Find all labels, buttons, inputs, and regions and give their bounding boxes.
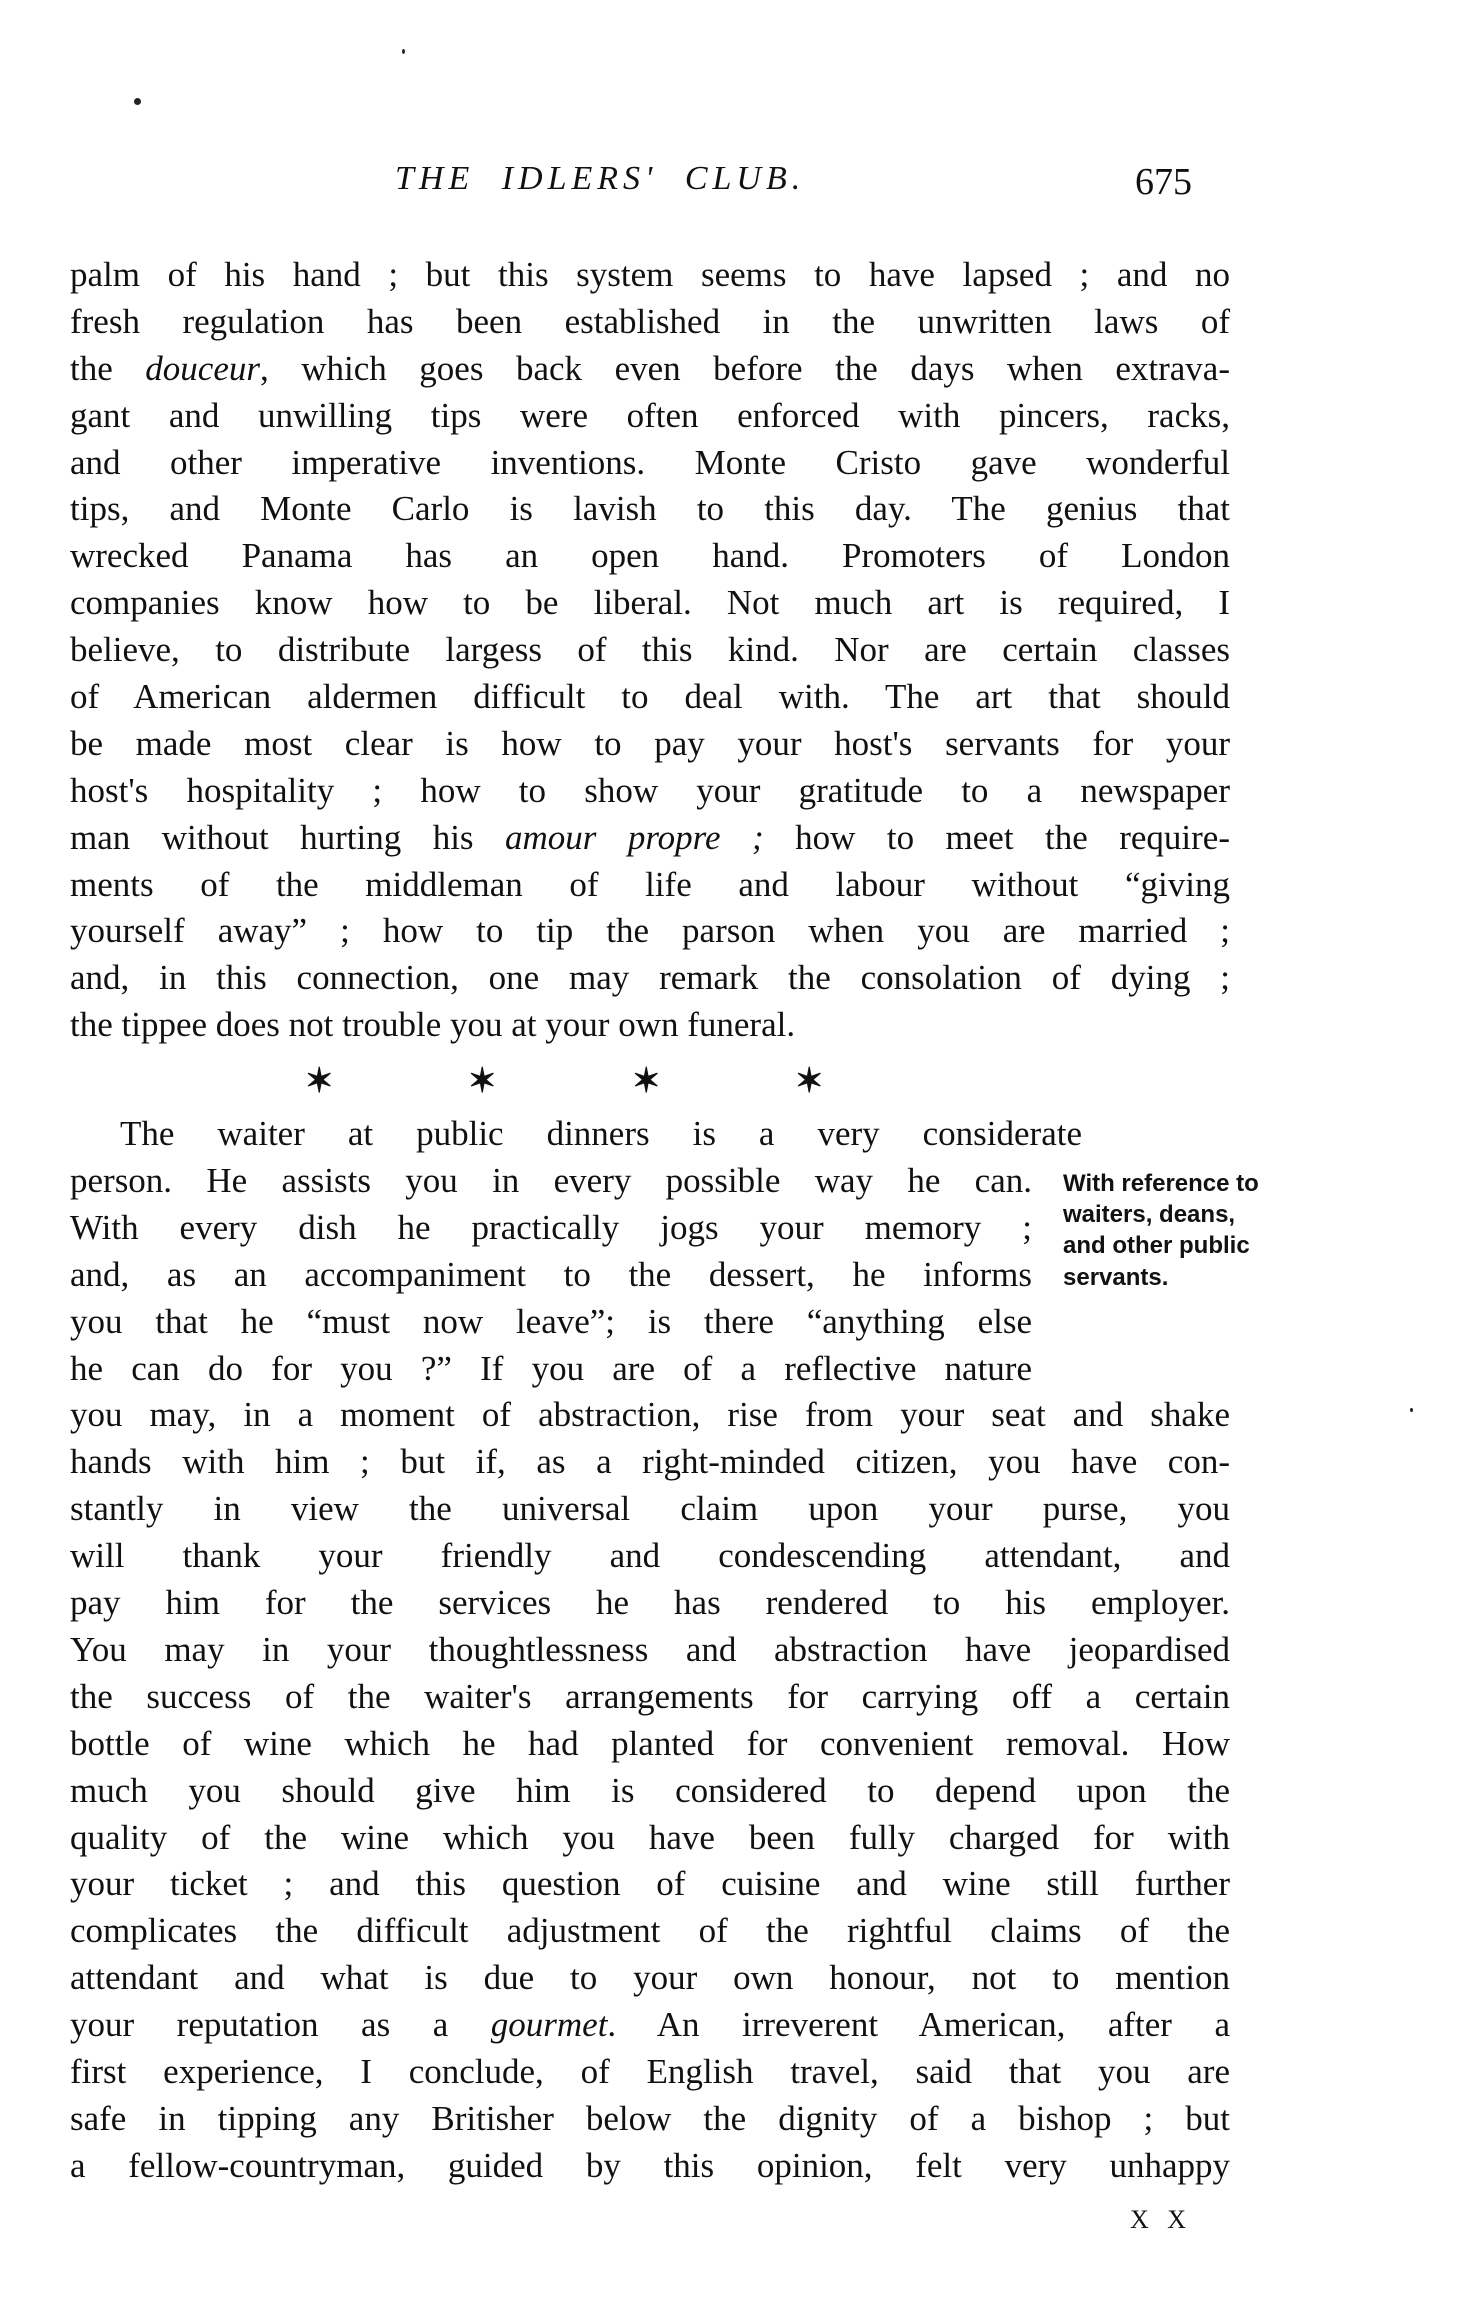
text-line: [70, 2002, 1230, 2049]
italic-phrase: douceur: [145, 348, 260, 388]
text-line: With every dish he practically jogs your memory ;: [70, 1207, 1032, 1247]
scan-speck: [134, 98, 141, 105]
text-line: of American aldermen difficult to deal with. The art that should: [70, 677, 1230, 717]
text-line: gant and unwilling tips were often enforced with pincers, racks,: [70, 395, 1230, 435]
sidenote-line: With reference to: [1063, 1170, 1259, 1197]
text-line: quality of the wine which you have been fully charged for with: [70, 1817, 1230, 1857]
text-line: fresh regulation has been established in the unwritten laws of: [70, 301, 1230, 341]
text-line: complicates the difficult adjustment of the rightful claims of the: [70, 1911, 1230, 1951]
asterisk-icon: ✶: [305, 1063, 334, 1101]
marginal-sidenote: [1063, 1168, 1363, 1293]
body-text: [70, 252, 1230, 2190]
text-line: [70, 815, 1230, 862]
text-line: yourself away” ; how to tip the parson when you are married ;: [70, 911, 1230, 951]
text-line: You may in your thoughtlessness and abstraction have jeopardised: [70, 1629, 1230, 1669]
text-line: he can do for you ?” If you are of a reflective nature: [70, 1348, 1032, 1388]
asterisk-icon: ✶: [795, 1063, 824, 1101]
text-line: safe in tipping any Britisher below the dignity of a bishop ; but: [70, 2098, 1230, 2138]
italic-phrase: gourmet: [490, 2005, 608, 2045]
asterisk-icon: ✶: [632, 1063, 661, 1101]
text-line: wrecked Panama has an open hand. Promoters of London: [70, 536, 1230, 576]
text-segment: the: [70, 348, 146, 388]
text-line: [70, 346, 1230, 393]
text-line: pay him for the services he has rendered to his employer.: [70, 1583, 1230, 1623]
text-line: first experience, I conclude, of English travel, said that you are: [70, 2051, 1230, 2091]
text-segment: your reputation as a: [70, 2005, 491, 2045]
text-line: stantly in view the universal claim upon your purse, you: [70, 1489, 1230, 1529]
text-line: hands with him ; but if, as a right-minded citizen, you have con-: [70, 1442, 1230, 1482]
text-line: you that he “must now leave”; is there “anything else: [70, 1301, 1032, 1341]
sidenote-line: servants.: [1063, 1263, 1169, 1291]
text-line: attendant and what is due to your own honour, not to mention: [70, 1958, 1230, 1998]
scan-speck: [1410, 1408, 1413, 1412]
text-line: your ticket ; and this question of cuisine and wine still further: [70, 1864, 1230, 1904]
italic-phrase: amour propre ;: [505, 817, 764, 857]
text-segment: man without hurting his: [70, 817, 505, 857]
text-line: and, in this connection, one may remark the consolation of dying ;: [70, 958, 1230, 998]
asterisk-icon: ✶: [468, 1063, 497, 1101]
text-line: ments of the middleman of life and labour without “giving: [70, 864, 1230, 904]
signature-mark: X X: [1130, 2205, 1193, 2234]
paragraph-2-narrow: [70, 1111, 1230, 1392]
text-segment: , which goes back even before the days when extrava-: [259, 348, 1230, 388]
text-line: person. He assists you in every possible way he can.: [70, 1161, 1032, 1201]
paragraph-1: [70, 252, 1230, 1049]
text-line: host's hospitality ; how to show your gratitude to a newspaper: [70, 770, 1230, 810]
page-number: 675: [1135, 161, 1192, 203]
running-title: THE IDLERS' CLUB.: [395, 160, 806, 197]
text-line: tips, and Monte Carlo is lavish to this day. The genius that: [70, 489, 1230, 529]
text-line: and other imperative inventions. Monte Cristo gave wonderful: [70, 442, 1230, 482]
sidenote-line: and other public: [1063, 1232, 1250, 1260]
text-line: the success of the waiter's arrangements for carrying off a certain: [70, 1676, 1230, 1716]
section-separator: [70, 1049, 1230, 1111]
text-line: a fellow-countryman, guided by this opinion, felt very unhappy: [70, 2145, 1230, 2185]
text-line: you may, in a moment of abstraction, rise from your seat and shake: [70, 1395, 1230, 1435]
running-head: [0, 152, 1482, 212]
text-segment: how to meet the require-: [763, 817, 1230, 857]
paragraph-2: [70, 1392, 1230, 2189]
text-line: be made most clear is how to pay your host's servants for your: [70, 723, 1230, 763]
text-line: bottle of wine which he had planted for convenient removal. How: [70, 1723, 1230, 1763]
text-line: believe, to distribute largess of this kind. Nor are certain classes: [70, 630, 1230, 670]
text-line: companies know how to be liberal. Not much art is required, I: [70, 583, 1230, 623]
text-line: the tippee does not trouble you at your own funeral.: [70, 1005, 796, 1045]
text-line: and, as an accompaniment to the dessert, he informs: [70, 1254, 1032, 1294]
text-line: palm of his hand ; but this system seems to have lapsed ; and no: [70, 255, 1230, 294]
scan-speck: [402, 49, 405, 54]
text-line: The waiter at public dinners is a very considerate: [120, 1114, 1082, 1154]
text-line: will thank your friendly and condescending attendant, and: [70, 1536, 1230, 1576]
text-line: much you should give him is considered to depend upon the: [70, 1770, 1230, 1810]
text-segment: . An irreverent American, after a: [607, 2005, 1230, 2045]
sidenote-line: waiters, deans,: [1063, 1201, 1236, 1229]
